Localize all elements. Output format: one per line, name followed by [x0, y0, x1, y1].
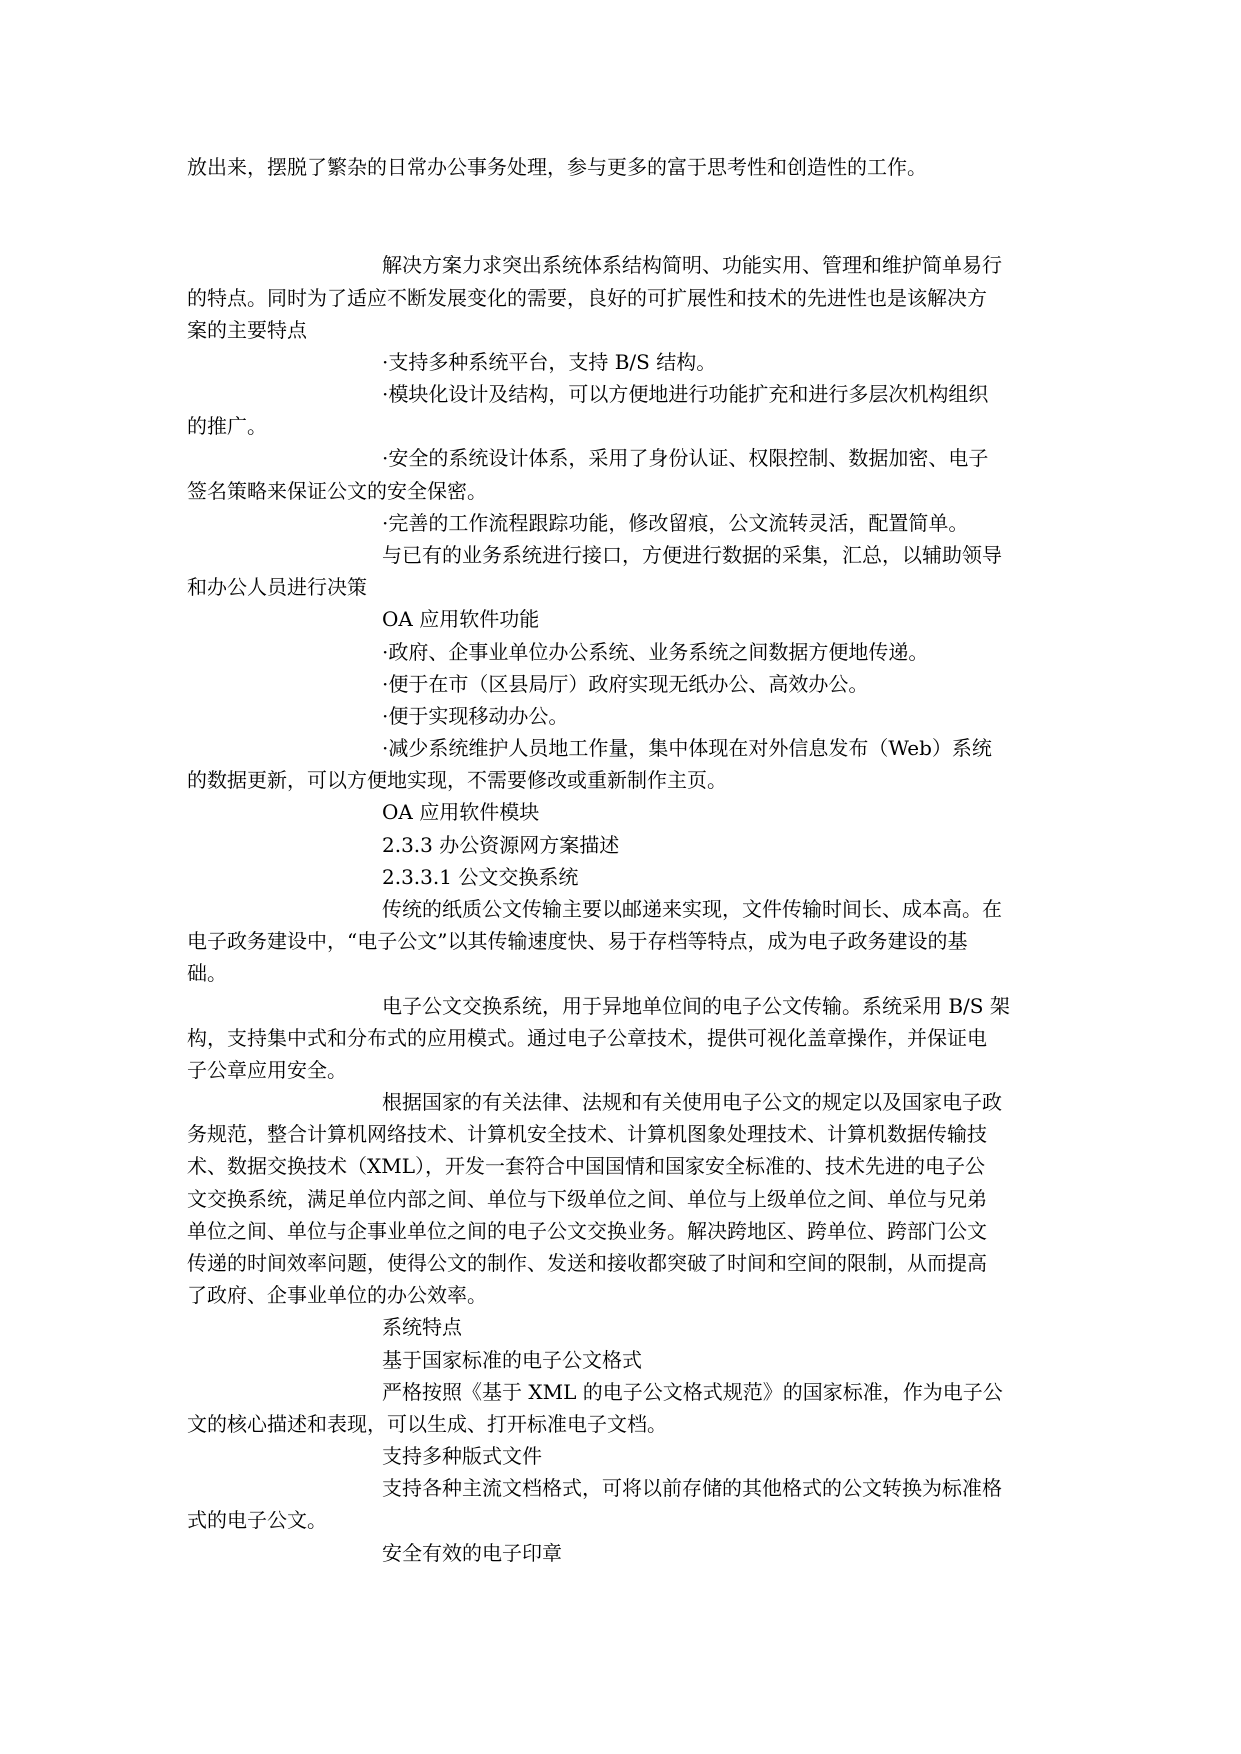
- text-line: 签名策略来保证公文的安全保密。: [187, 479, 487, 503]
- text-line: 和办公人员进行决策: [187, 575, 367, 599]
- text-line: 子公章应用安全。: [187, 1058, 347, 1082]
- section-heading: 2.3.3 办公资源网方案描述: [382, 833, 620, 857]
- bullet-item: ·政府、企事业单位办公系统、业务系统之间数据方便地传递。: [382, 640, 929, 664]
- section-heading: 支持多种版式文件: [382, 1444, 542, 1468]
- text-line: 的推广。: [187, 414, 267, 438]
- text-line: 单位之间、单位与企事业单位之间的电子公文交换业务。解决跨地区、跨单位、跨部门公文: [187, 1219, 987, 1243]
- bullet-item: ·安全的系统设计体系，采用了身份认证、权限控制、数据加密、电子: [382, 446, 989, 470]
- paragraph-start: 严格按照《基于 XML 的电子公文格式规范》的国家标准，作为电子公: [382, 1380, 1003, 1404]
- paragraph-start: 解决方案力求突出系统体系结构简明、功能实用、管理和维护简单易行: [382, 253, 1002, 277]
- section-heading: 安全有效的电子印章: [382, 1541, 562, 1565]
- text-line: 式的电子公文。: [187, 1508, 327, 1532]
- text-line: 构，支持集中式和分布式的应用模式。通过电子公章技术，提供可视化盖章操作，并保证电: [187, 1026, 987, 1050]
- section-heading: 2.3.3.1 公文交换系统: [382, 865, 579, 889]
- text-line: 务规范，整合计算机网络技术、计算机安全技术、计算机图象处理技术、计算机数据传输技: [187, 1122, 987, 1146]
- bullet-item: ·减少系统维护人员地工作量，集中体现在对外信息发布（Web）系统: [382, 736, 992, 760]
- paragraph-start: 支持各种主流文档格式，可将以前存储的其他格式的公文转换为标准格: [382, 1476, 1002, 1500]
- text-line: 电子政务建设中，“电子公文”以其传输速度快、易于存档等特点，成为电子政务建设的基: [187, 929, 968, 953]
- text-line: 文的核心描述和表现，可以生成、打开标准电子文档。: [187, 1412, 667, 1436]
- bullet-item: ·支持多种系统平台，支持 B/S 结构。: [382, 350, 717, 374]
- paragraph-start: 传统的纸质公文传输主要以邮递来实现，文件传输时间长、成本高。在: [382, 897, 1002, 921]
- text-line: 传递的时间效率问题，使得公文的制作、发送和接收都突破了时间和空间的限制，从而提高: [187, 1251, 987, 1275]
- section-heading: OA 应用软件功能: [382, 607, 540, 631]
- text-line: 了政府、企事业单位的办公效率。: [187, 1283, 487, 1307]
- bullet-item: ·便于在市（区县局厅）政府实现无纸办公、高效办公。: [382, 672, 869, 696]
- paragraph-start: 电子公文交换系统，用于异地单位间的电子公文传输。系统采用 B/S 架: [382, 994, 1010, 1018]
- bullet-item: ·模块化设计及结构，可以方便地进行功能扩充和进行多层次机构组织: [382, 382, 989, 406]
- paragraph-start: 根据国家的有关法律、法规和有关使用电子公文的规定以及国家电子政: [382, 1090, 1002, 1114]
- text-line: 术、数据交换技术（XML），开发一套符合中国国情和国家安全标准的、技术先进的电子公: [187, 1154, 985, 1178]
- section-heading: 系统特点: [382, 1315, 462, 1339]
- text-line: 的数据更新，可以方便地实现，不需要修改或重新制作主页。: [187, 768, 727, 792]
- text-line: 文交换系统，满足单位内部之间、单位与下级单位之间、单位与上级单位之间、单位与兄弟: [187, 1187, 987, 1211]
- text-line: 的特点。同时为了适应不断发展变化的需要，良好的可扩展性和技术的先进性也是该解决方: [187, 286, 987, 310]
- text-line: 放出来，摆脱了繁杂的日常办公事务处理，参与更多的富于思考性和创造性的工作。: [187, 155, 927, 179]
- text-line: 案的主要特点: [187, 318, 307, 342]
- section-heading: OA 应用软件模块: [382, 800, 540, 824]
- paragraph-start: 与已有的业务系统进行接口，方便进行数据的采集，汇总，以辅助领导: [382, 543, 1002, 567]
- bullet-item: ·便于实现移动办公。: [382, 704, 569, 728]
- bullet-item: ·完善的工作流程跟踪功能，修改留痕，公文流转灵活，配置简单。: [382, 511, 969, 535]
- section-heading: 基于国家标准的电子公文格式: [382, 1348, 642, 1372]
- text-line: 础。: [187, 961, 227, 985]
